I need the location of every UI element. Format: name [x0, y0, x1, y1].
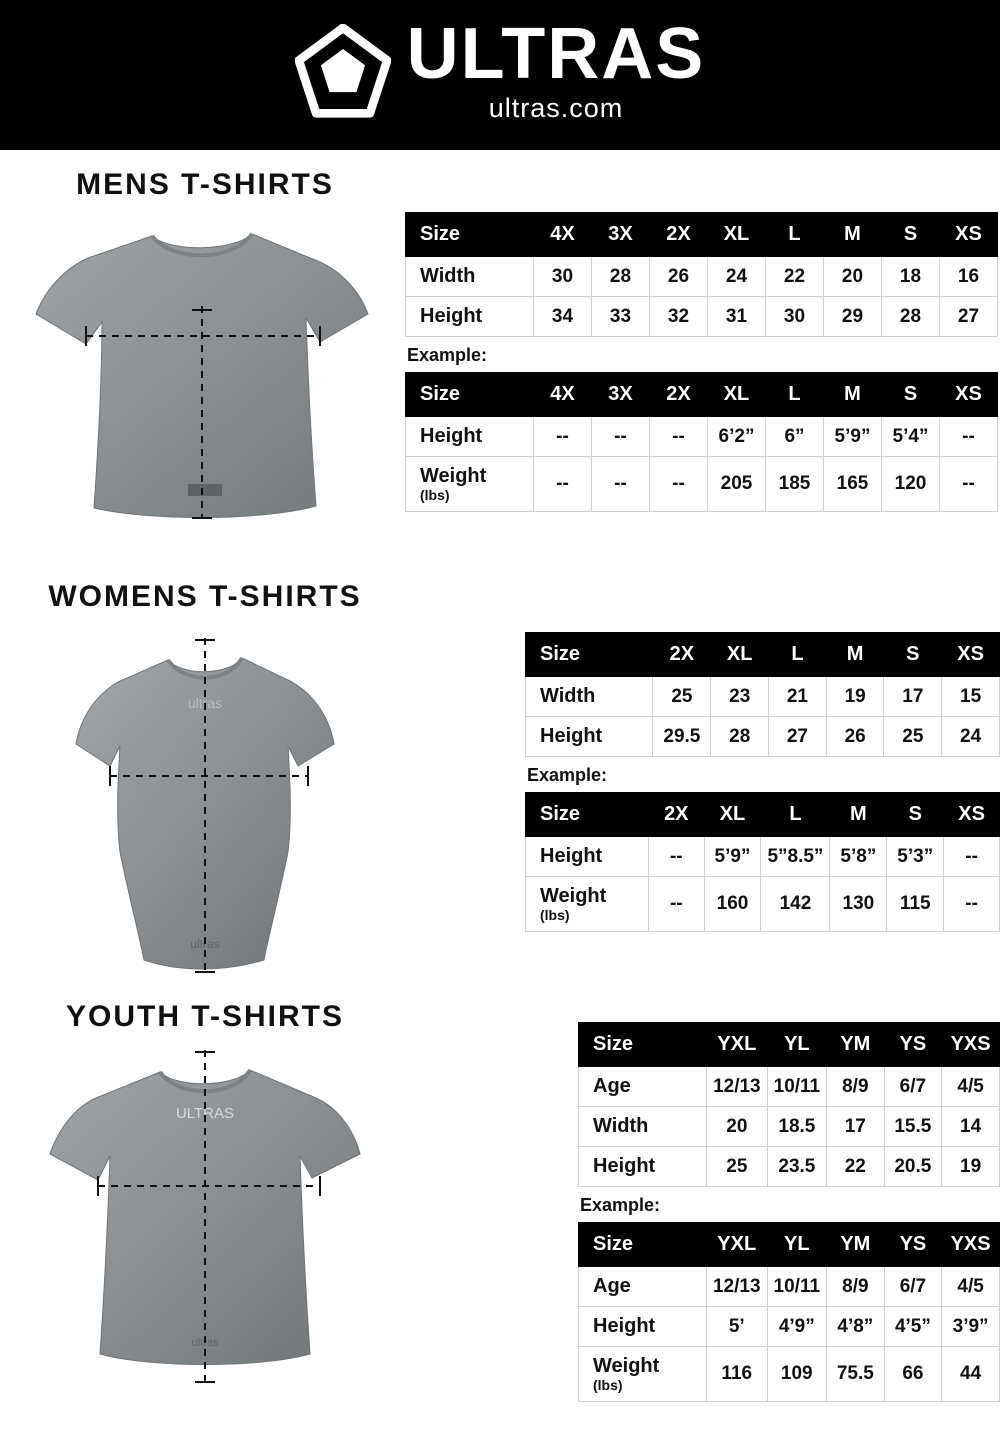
col-header: M: [826, 633, 884, 677]
col-header: XL: [711, 633, 769, 677]
womens-tables: [525, 632, 1000, 932]
table-row: [579, 1347, 1000, 1402]
cell: 5’9”: [704, 837, 761, 877]
womens-example-label: Example:: [527, 765, 608, 785]
col-header: M: [824, 213, 882, 257]
cell: 115: [887, 877, 944, 932]
cell: 6/7: [884, 1067, 942, 1107]
cell: 5’3”: [887, 837, 944, 877]
cell: 29: [824, 297, 882, 337]
table-row: [579, 1307, 1000, 1347]
cell: 24: [708, 257, 766, 297]
table-row: [526, 717, 1000, 757]
cell: 205: [708, 457, 766, 512]
row-label-sub: (lbs): [420, 487, 450, 503]
cell: 4’5”: [884, 1307, 942, 1347]
cell: 26: [826, 717, 884, 757]
youth-example-table: [578, 1222, 1000, 1402]
mens-size-table: [405, 212, 998, 337]
cell: 27: [769, 717, 827, 757]
row-label: Width: [406, 257, 534, 297]
col-header: YM: [827, 1023, 884, 1067]
cell: 44: [942, 1347, 1000, 1402]
cell: 22: [766, 257, 824, 297]
col-header: 2X: [649, 793, 705, 837]
row-label: Height: [579, 1147, 707, 1187]
cell: 29.5: [653, 717, 711, 757]
womens-section-left: [20, 580, 390, 980]
row-label: [526, 837, 649, 877]
row-label-sub: (lbs): [593, 1377, 623, 1393]
cell: 15.5: [884, 1107, 942, 1147]
cell: 24: [942, 717, 1000, 757]
mens-tshirt-illustration: [20, 218, 390, 548]
cell: 32: [650, 297, 708, 337]
cell: 18.5: [767, 1107, 827, 1147]
cell: 160: [704, 877, 761, 932]
cell: 185: [766, 457, 824, 512]
youth-tshirt-illustration: [20, 1050, 390, 1400]
row-label-text: Age: [593, 1275, 631, 1297]
col-header: XL: [708, 213, 766, 257]
mens-section-left: [20, 168, 390, 548]
cell: 18: [882, 257, 940, 297]
cell: --: [940, 417, 998, 457]
cell: 17: [827, 1107, 884, 1147]
row-label: [579, 1307, 707, 1347]
col-header: XL: [708, 373, 766, 417]
youth-section-title: YOUTH T-SHIRTS: [65, 1000, 344, 1033]
row-label-text: Weight: [420, 465, 487, 487]
col-header: YXS: [942, 1023, 1000, 1067]
womens-example-table: [525, 792, 1000, 932]
col-header: L: [761, 793, 830, 837]
womens-tshirt-illustration: [20, 630, 390, 980]
cell: --: [650, 417, 708, 457]
col-header: 4X: [534, 373, 592, 417]
cell: 109: [767, 1347, 827, 1402]
cell: 14: [942, 1107, 1000, 1147]
cell: 28: [592, 257, 650, 297]
col-header: 3X: [592, 213, 650, 257]
row-label-sub: (lbs): [540, 907, 570, 923]
col-header: YXL: [707, 1023, 768, 1067]
row-label-text: Weight: [593, 1355, 660, 1377]
col-header: S: [882, 213, 940, 257]
cell: 130: [830, 877, 887, 932]
table-row: [406, 257, 998, 297]
row-label: [526, 877, 649, 932]
cell: 6”: [766, 417, 824, 457]
col-header: XS: [942, 633, 1000, 677]
col-header: YL: [767, 1223, 827, 1267]
col-header: 2X: [650, 373, 708, 417]
row-label: Width: [526, 677, 653, 717]
brand-lockup: [295, 14, 706, 123]
col-header: XS: [940, 373, 998, 417]
col-header: XS: [944, 793, 1000, 837]
row-label: Height: [526, 717, 653, 757]
row-label: [579, 1347, 707, 1402]
cell: --: [534, 417, 592, 457]
cell: 75.5: [827, 1347, 885, 1402]
cell: 19: [826, 677, 884, 717]
cell: --: [649, 837, 705, 877]
svg-text:ULTRAS: ULTRAS: [175, 1105, 235, 1122]
cell: 5’8”: [830, 837, 887, 877]
cell: 142: [761, 877, 830, 932]
row-label: [579, 1267, 707, 1307]
svg-text:ultras: ultras: [191, 1337, 219, 1349]
cell: 5’: [706, 1307, 767, 1347]
row-label: [406, 417, 534, 457]
table-row: [526, 837, 1000, 877]
table-header-row: [579, 1223, 1000, 1267]
cell: 27: [940, 297, 998, 337]
cell: --: [944, 877, 1000, 932]
cell: 8/9: [827, 1267, 885, 1307]
cell: 4/5: [942, 1267, 1000, 1307]
cell: 66: [884, 1347, 942, 1402]
row-label: Width: [579, 1107, 707, 1147]
cell: --: [650, 457, 708, 512]
row-label: Age: [579, 1067, 707, 1107]
col-header: L: [769, 633, 827, 677]
cell: 120: [882, 457, 940, 512]
table-row: [579, 1067, 1000, 1107]
col-header: XL: [704, 793, 761, 837]
cell: 30: [766, 297, 824, 337]
col-header: YL: [767, 1023, 827, 1067]
table-header-row: [406, 213, 998, 257]
cell: 20: [824, 257, 882, 297]
col-header: YM: [827, 1223, 885, 1267]
row-label-text: Height: [593, 1315, 656, 1337]
cell: 5’9”: [824, 417, 882, 457]
cell: 26: [650, 257, 708, 297]
col-header: YS: [884, 1023, 942, 1067]
cell: 19: [942, 1147, 1000, 1187]
cell: 4/5: [942, 1067, 1000, 1107]
table-row: [579, 1147, 1000, 1187]
cell: 4’8”: [827, 1307, 885, 1347]
cell: --: [649, 877, 705, 932]
youth-example-label: Example:: [580, 1195, 661, 1215]
brand-text: [406, 14, 706, 123]
cell: 30: [534, 257, 592, 297]
cell: 25: [884, 717, 942, 757]
cell: 28: [882, 297, 940, 337]
womens-size-table: [525, 632, 1000, 757]
cell: 21: [769, 677, 827, 717]
cell: 12/13: [706, 1267, 767, 1307]
table-header-row: [406, 373, 998, 417]
row-label: [406, 457, 534, 512]
cell: --: [534, 457, 592, 512]
cell: 25: [707, 1147, 768, 1187]
mens-section-title: MENS T-SHIRTS: [76, 168, 334, 201]
cell: 5”8.5”: [761, 837, 830, 877]
cell: 15: [942, 677, 1000, 717]
col-header: YS: [884, 1223, 942, 1267]
table-row: [406, 297, 998, 337]
cell: 10/11: [767, 1067, 827, 1107]
cell: 28: [711, 717, 769, 757]
col-header: 2X: [650, 213, 708, 257]
cell: 8/9: [827, 1067, 884, 1107]
row-label-text: Height: [540, 845, 603, 867]
cell: 12/13: [707, 1067, 768, 1107]
cell: 22: [827, 1147, 884, 1187]
row-label-text: Weight: [540, 885, 607, 907]
brand-domain: ultras.com: [488, 92, 624, 123]
cell: 6/7: [884, 1267, 942, 1307]
col-header: L: [766, 213, 824, 257]
table-header-row: [526, 793, 1000, 837]
cell: 5’4”: [882, 417, 940, 457]
svg-text:ultras: ultras: [187, 695, 223, 711]
cell: --: [944, 837, 1000, 877]
womens-section-title: WOMENS T-SHIRTS: [48, 580, 362, 613]
col-header: M: [830, 793, 887, 837]
col-header: S: [884, 633, 942, 677]
youth-section-left: [20, 1000, 390, 1400]
table-header-row: [526, 633, 1000, 677]
table-row: [579, 1267, 1000, 1307]
cell: 25: [653, 677, 711, 717]
table-header-row: [579, 1023, 1000, 1067]
cell: 16: [940, 257, 998, 297]
cell: 34: [534, 297, 592, 337]
col-header: 3X: [592, 373, 650, 417]
cell: 31: [708, 297, 766, 337]
cell: 33: [592, 297, 650, 337]
mens-example-label: Example:: [407, 345, 488, 365]
cell: 165: [824, 457, 882, 512]
cell: 116: [706, 1347, 767, 1402]
mens-example-table: [405, 372, 998, 512]
cell: --: [940, 457, 998, 512]
cell: 17: [884, 677, 942, 717]
col-header: XS: [940, 213, 998, 257]
cell: 20: [707, 1107, 768, 1147]
mens-tables: [405, 212, 998, 512]
pentagon-logo-icon: [295, 24, 391, 120]
table-row: [406, 457, 998, 512]
row-label: Height: [406, 297, 534, 337]
brand-name: ULTRAS: [406, 14, 706, 95]
col-header: Size: [526, 633, 653, 677]
page-header: [0, 0, 1000, 150]
table-row: [526, 877, 1000, 932]
col-header: YXS: [942, 1223, 1000, 1267]
svg-text:ultras: ultras: [190, 937, 220, 951]
col-header: 4X: [534, 213, 592, 257]
col-header: Size: [526, 793, 649, 837]
cell: 3’9”: [942, 1307, 1000, 1347]
cell: --: [592, 417, 650, 457]
col-header: M: [824, 373, 882, 417]
col-header: Size: [406, 213, 534, 257]
table-row: [526, 677, 1000, 717]
cell: 23.5: [767, 1147, 827, 1187]
youth-size-table: [578, 1022, 1000, 1187]
table-row: [406, 417, 998, 457]
youth-tables: [578, 1022, 1000, 1402]
col-header: L: [766, 373, 824, 417]
col-header: S: [887, 793, 944, 837]
row-label-text: Height: [420, 425, 483, 447]
col-header: Size: [579, 1023, 707, 1067]
cell: 10/11: [767, 1267, 827, 1307]
cell: 4’9”: [767, 1307, 827, 1347]
col-header: 2X: [653, 633, 711, 677]
table-row: [579, 1107, 1000, 1147]
col-header: Size: [579, 1223, 707, 1267]
cell: --: [592, 457, 650, 512]
col-header: S: [882, 373, 940, 417]
cell: 23: [711, 677, 769, 717]
cell: 20.5: [884, 1147, 942, 1187]
col-header: YXL: [706, 1223, 767, 1267]
cell: 6’2”: [708, 417, 766, 457]
col-header: Size: [406, 373, 534, 417]
